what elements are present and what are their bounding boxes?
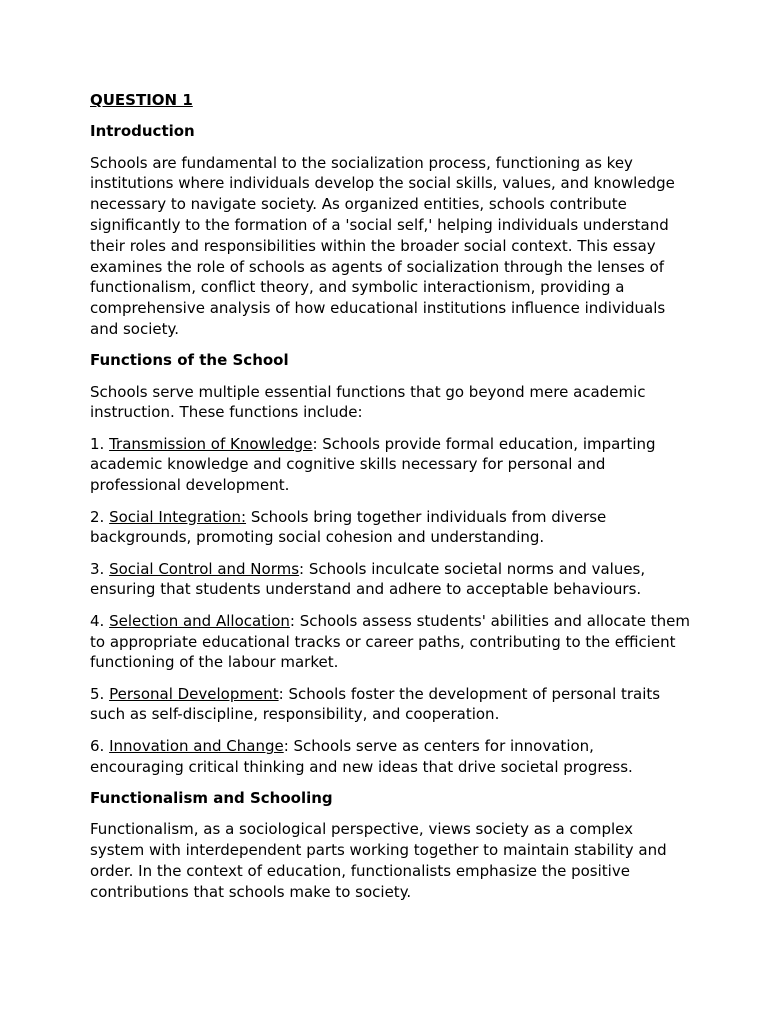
function-term: Social Integration: — [109, 507, 247, 526]
function-term: Innovation and Change — [109, 736, 284, 755]
function-item-2 — [90, 507, 690, 549]
function-description: Schools provide formal education, imparting academic knowledge and cognitive skills necessary for personal and professional development. — [90, 434, 656, 495]
function-separator: : — [312, 434, 323, 453]
function-number: 2. — [90, 507, 110, 526]
function-item-4 — [90, 611, 690, 673]
function-number: 1. — [90, 434, 110, 453]
function-description: Schools bring together individuals from diverse backgrounds, promoting social cohesion and understanding. — [90, 507, 607, 547]
function-separator: : — [283, 736, 294, 755]
function-item-3 — [90, 559, 690, 601]
function-term: Personal Development — [109, 684, 279, 703]
function-separator: : — [278, 684, 289, 703]
functions-heading: Functions of the School — [90, 351, 289, 370]
function-separator: : — [299, 559, 309, 578]
function-term: Social Control and Norms — [109, 559, 300, 578]
function-description: Schools assess students' abilities and allocate them to appropriate educational tracks or career paths, contributing to the efficient functioning of the labour market. — [90, 611, 690, 672]
document-page — [90, 90, 690, 913]
function-description: Schools serve as centers for innovation, encouraging critical thinking and new ideas that drive societal progress. — [90, 736, 633, 776]
functions-intro-paragraph: Schools serve multiple essential functions that go beyond mere academic instruction. These functions include: — [90, 382, 646, 422]
function-number: 5. — [90, 684, 110, 703]
introduction-paragraph: Schools are fundamental to the socialization process, functioning as key institutions where individuals develop the social skills, values, and knowledge necessary to navigate society. As organized entities, schools contribute significantly to the formation of a 'social self,' helping individuals understand their roles and responsibilities within the broader social context. This essay examines the role of schools as agents of socialization through the lenses of functionalism, conflict theory, and symbolic interactionism, providing a comprehensive analysis of how educational institutions influence individuals and society. — [90, 153, 675, 338]
function-number: 6. — [90, 736, 110, 755]
function-description: Schools foster the development of personal traits such as self-discipline, responsibility, and cooperation. — [90, 684, 661, 724]
function-description: Schools inculcate societal norms and values, ensuring that students understand and adhere to acceptable behaviours. — [90, 559, 646, 599]
function-separator: : — [289, 611, 300, 630]
function-term: Selection and Allocation — [109, 611, 290, 630]
functionalism-paragraph: Functionalism, as a sociological perspective, views society as a complex system with interdependent parts working together to maintain stability and order. In the context of education, functionalists emphasize the positive contributions that schools make to society. — [90, 820, 667, 901]
function-item-1 — [90, 434, 690, 496]
functionalism-heading: Functionalism and Schooling — [90, 788, 333, 807]
function-number: 3. — [90, 559, 110, 578]
function-number: 4. — [90, 611, 110, 630]
function-term: Transmission of Knowledge — [109, 434, 313, 453]
function-item-6 — [90, 736, 690, 778]
function-item-5 — [90, 684, 690, 726]
question-title: QUESTION 1 — [90, 91, 193, 109]
introduction-heading: Introduction — [90, 122, 195, 141]
